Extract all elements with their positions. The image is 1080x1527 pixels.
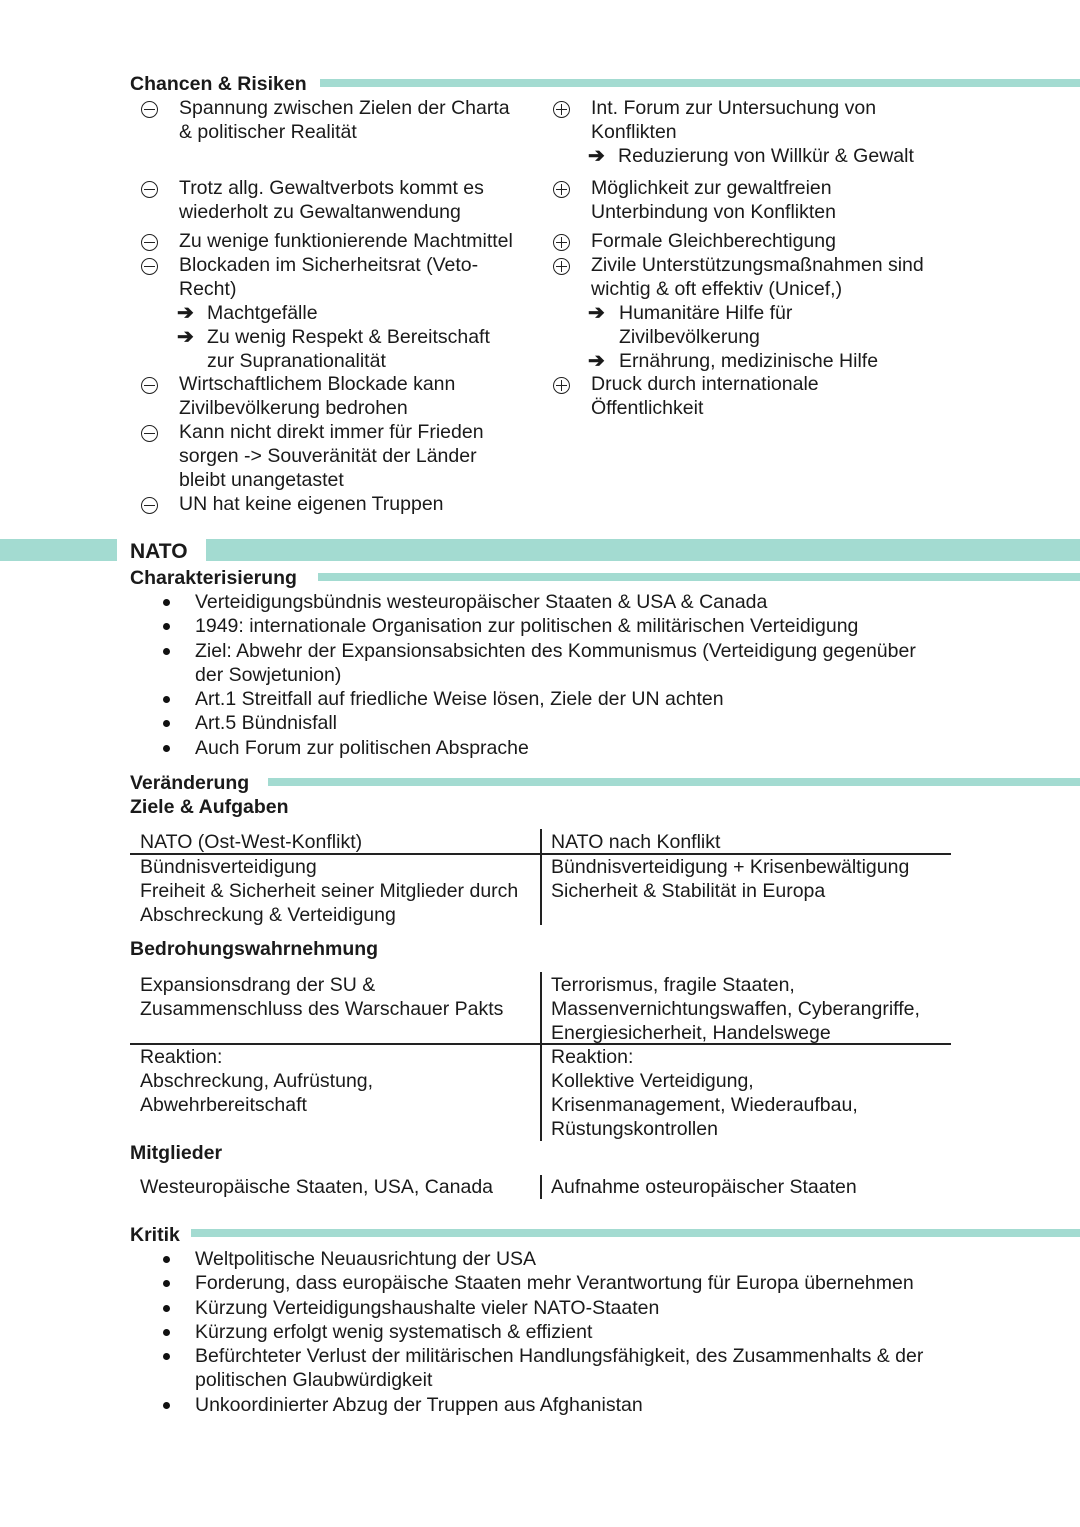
table-header: NATO nach Konflikt bbox=[551, 831, 721, 853]
table-cell: Reaktion: Kollektive Verteidigung, Krisenmanagement, Wiederaufbau, Rüstungskontrollen bbox=[551, 1046, 858, 1140]
minus-circle-icon bbox=[141, 181, 158, 198]
bullet-icon bbox=[163, 696, 170, 703]
risk-subitem: Zu wenig Respekt & Bereitschaft zur Supranationalität bbox=[207, 326, 490, 372]
arrow-right-icon: ➔ bbox=[588, 145, 605, 167]
list-item: Kürzung Verteidigungshaushalte vieler NATO-Staaten bbox=[195, 1297, 660, 1319]
list-item: Art.5 Bündnisfall bbox=[195, 712, 337, 734]
arrow-right-icon: ➔ bbox=[588, 350, 605, 372]
section-bar-left bbox=[0, 539, 117, 561]
bullet-icon bbox=[163, 648, 170, 655]
heading-underline-bar bbox=[191, 1229, 1080, 1237]
plus-circle-icon bbox=[553, 377, 570, 394]
list-item: Ziel: Abwehr der Expansionsabsichten des Kommunismus (Verteidigung gegenüber der Sowjetunion) bbox=[195, 640, 916, 686]
list-item: Forderung, dass europäische Staaten mehr Verantwortung für Europa übernehmen bbox=[195, 1272, 914, 1294]
bullet-icon bbox=[163, 720, 170, 727]
list-item: Art.1 Streitfall auf friedliche Weise lösen, Ziele der UN achten bbox=[195, 688, 724, 710]
chance-item: Zivile Unterstützungsmaßnahmen sind wichtig & oft effektiv (Unicef,) bbox=[591, 254, 924, 300]
risk-item: Spannung zwischen Zielen der Charta & politischer Realität bbox=[179, 97, 510, 143]
risk-item: Zu wenige funktionierende Machtmittel bbox=[179, 230, 513, 252]
chance-item: Druck durch internationale Öffentlichkeit bbox=[591, 373, 819, 419]
subheading-kritik: Kritik bbox=[130, 1224, 180, 1246]
bullet-icon bbox=[163, 1353, 170, 1360]
bullet-icon bbox=[163, 745, 170, 752]
minus-circle-icon bbox=[141, 377, 158, 394]
bullet-icon bbox=[163, 1402, 170, 1409]
table-divider bbox=[540, 829, 542, 925]
bullet-icon bbox=[163, 599, 170, 606]
subheading-mitglieder: Mitglieder bbox=[130, 1142, 223, 1164]
heading-underline-bar bbox=[320, 79, 1080, 87]
table-cell: Expansionsdrang der SU & Zusammenschluss des Warschauer Pakts bbox=[140, 974, 504, 1020]
plus-circle-icon bbox=[553, 101, 570, 118]
minus-circle-icon bbox=[141, 101, 158, 118]
minus-circle-icon bbox=[141, 497, 158, 514]
bullet-icon bbox=[163, 623, 170, 630]
chance-subitem: Ernährung, medizinische Hilfe bbox=[619, 350, 879, 372]
chance-subitem: Humanitäre Hilfe für Zivilbevölkerung bbox=[619, 302, 793, 348]
bullet-icon bbox=[163, 1305, 170, 1312]
subheading-charakterisierung: Charakterisierung bbox=[130, 567, 297, 589]
table-cell: Reaktion: Abschreckung, Aufrüstung, Abwehrbereitschaft bbox=[140, 1046, 374, 1116]
risk-item: UN hat keine eigenen Truppen bbox=[179, 493, 444, 515]
bullet-icon bbox=[163, 1329, 170, 1336]
minus-circle-icon bbox=[141, 234, 158, 251]
arrow-right-icon: ➔ bbox=[177, 326, 194, 348]
table-divider bbox=[540, 1175, 542, 1199]
table-cell: Bündnisverteidigung + Krisenbewältigung Sicherheit & Stabilität in Europa bbox=[551, 856, 910, 902]
list-item: Befürchteter Verlust der militärischen Handlungsfähigkeit, des Zusammenhalts & der politischen Glaubwürdigkeit bbox=[195, 1345, 924, 1391]
risk-item: Trotz allg. Gewaltverbots kommt es wiederholt zu Gewaltanwendung bbox=[179, 177, 484, 223]
minus-circle-icon bbox=[141, 258, 158, 275]
list-item: Unkoordinierter Abzug der Truppen aus Afghanistan bbox=[195, 1394, 643, 1416]
list-item: Kürzung erfolgt wenig systematisch & effizient bbox=[195, 1321, 593, 1343]
subheading-ziele-aufgaben: Ziele & Aufgaben bbox=[130, 796, 289, 818]
section-title-nato: NATO bbox=[130, 540, 188, 563]
table-divider bbox=[540, 972, 542, 1141]
table-cell: Terrorismus, fragile Staaten, Massenvernichtungswaffen, Cyberangriffe, Energiesicherheit, Handelswege bbox=[551, 974, 920, 1044]
section-heading-chancen-risiken: Chancen & Risiken bbox=[130, 73, 307, 95]
chance-item: Int. Forum zur Untersuchung von Konflikten bbox=[591, 97, 877, 143]
section-bar-right bbox=[206, 539, 1080, 561]
table-cell: Bündnisverteidigung Freiheit & Sicherheit seiner Mitglieder durch Abschreckung & Verteidigung bbox=[140, 856, 519, 926]
chance-item: Formale Gleichberechtigung bbox=[591, 230, 836, 252]
table-cell: Westeuropäische Staaten, USA, Canada bbox=[140, 1176, 494, 1198]
plus-circle-icon bbox=[553, 181, 570, 198]
chance-item: Möglichkeit zur gewaltfreien Unterbindung von Konflikten bbox=[591, 177, 836, 223]
table-header: NATO (Ost-West-Konflikt) bbox=[140, 831, 363, 853]
risk-subitem: Machtgefälle bbox=[207, 302, 318, 324]
list-item: Verteidigungsbündnis westeuropäischer Staaten & USA & Canada bbox=[195, 591, 768, 613]
risk-item: Wirtschaftlichem Blockade kann Zivilbevölkerung bedrohen bbox=[179, 373, 456, 419]
bullet-icon bbox=[163, 1280, 170, 1287]
list-item: Auch Forum zur politischen Absprache bbox=[195, 737, 529, 759]
heading-underline-bar bbox=[268, 778, 1080, 786]
list-item: 1949: internationale Organisation zur politischen & militärischen Verteidigung bbox=[195, 615, 859, 637]
risk-item: Kann nicht direkt immer für Frieden sorgen -> Souveränität der Länder bleibt unangetastet bbox=[179, 421, 484, 491]
subheading-bedrohungswahrnehmung: Bedrohungswahrnehmung bbox=[130, 938, 379, 960]
chance-subitem: Reduzierung von Willkür & Gewalt bbox=[618, 145, 914, 167]
subheading-veraenderung: Veränderung bbox=[130, 772, 250, 794]
arrow-right-icon: ➔ bbox=[177, 302, 194, 324]
heading-underline-bar bbox=[318, 573, 1080, 581]
risk-item: Blockaden im Sicherheitsrat (Veto- Recht) bbox=[179, 254, 479, 300]
bullet-icon bbox=[163, 1256, 170, 1263]
table-cell: Aufnahme osteuropäischer Staaten bbox=[551, 1176, 857, 1198]
minus-circle-icon bbox=[141, 425, 158, 442]
list-item: Weltpolitische Neuausrichtung der USA bbox=[195, 1248, 537, 1270]
arrow-right-icon: ➔ bbox=[588, 302, 605, 324]
plus-circle-icon bbox=[553, 258, 570, 275]
plus-circle-icon bbox=[553, 234, 570, 251]
